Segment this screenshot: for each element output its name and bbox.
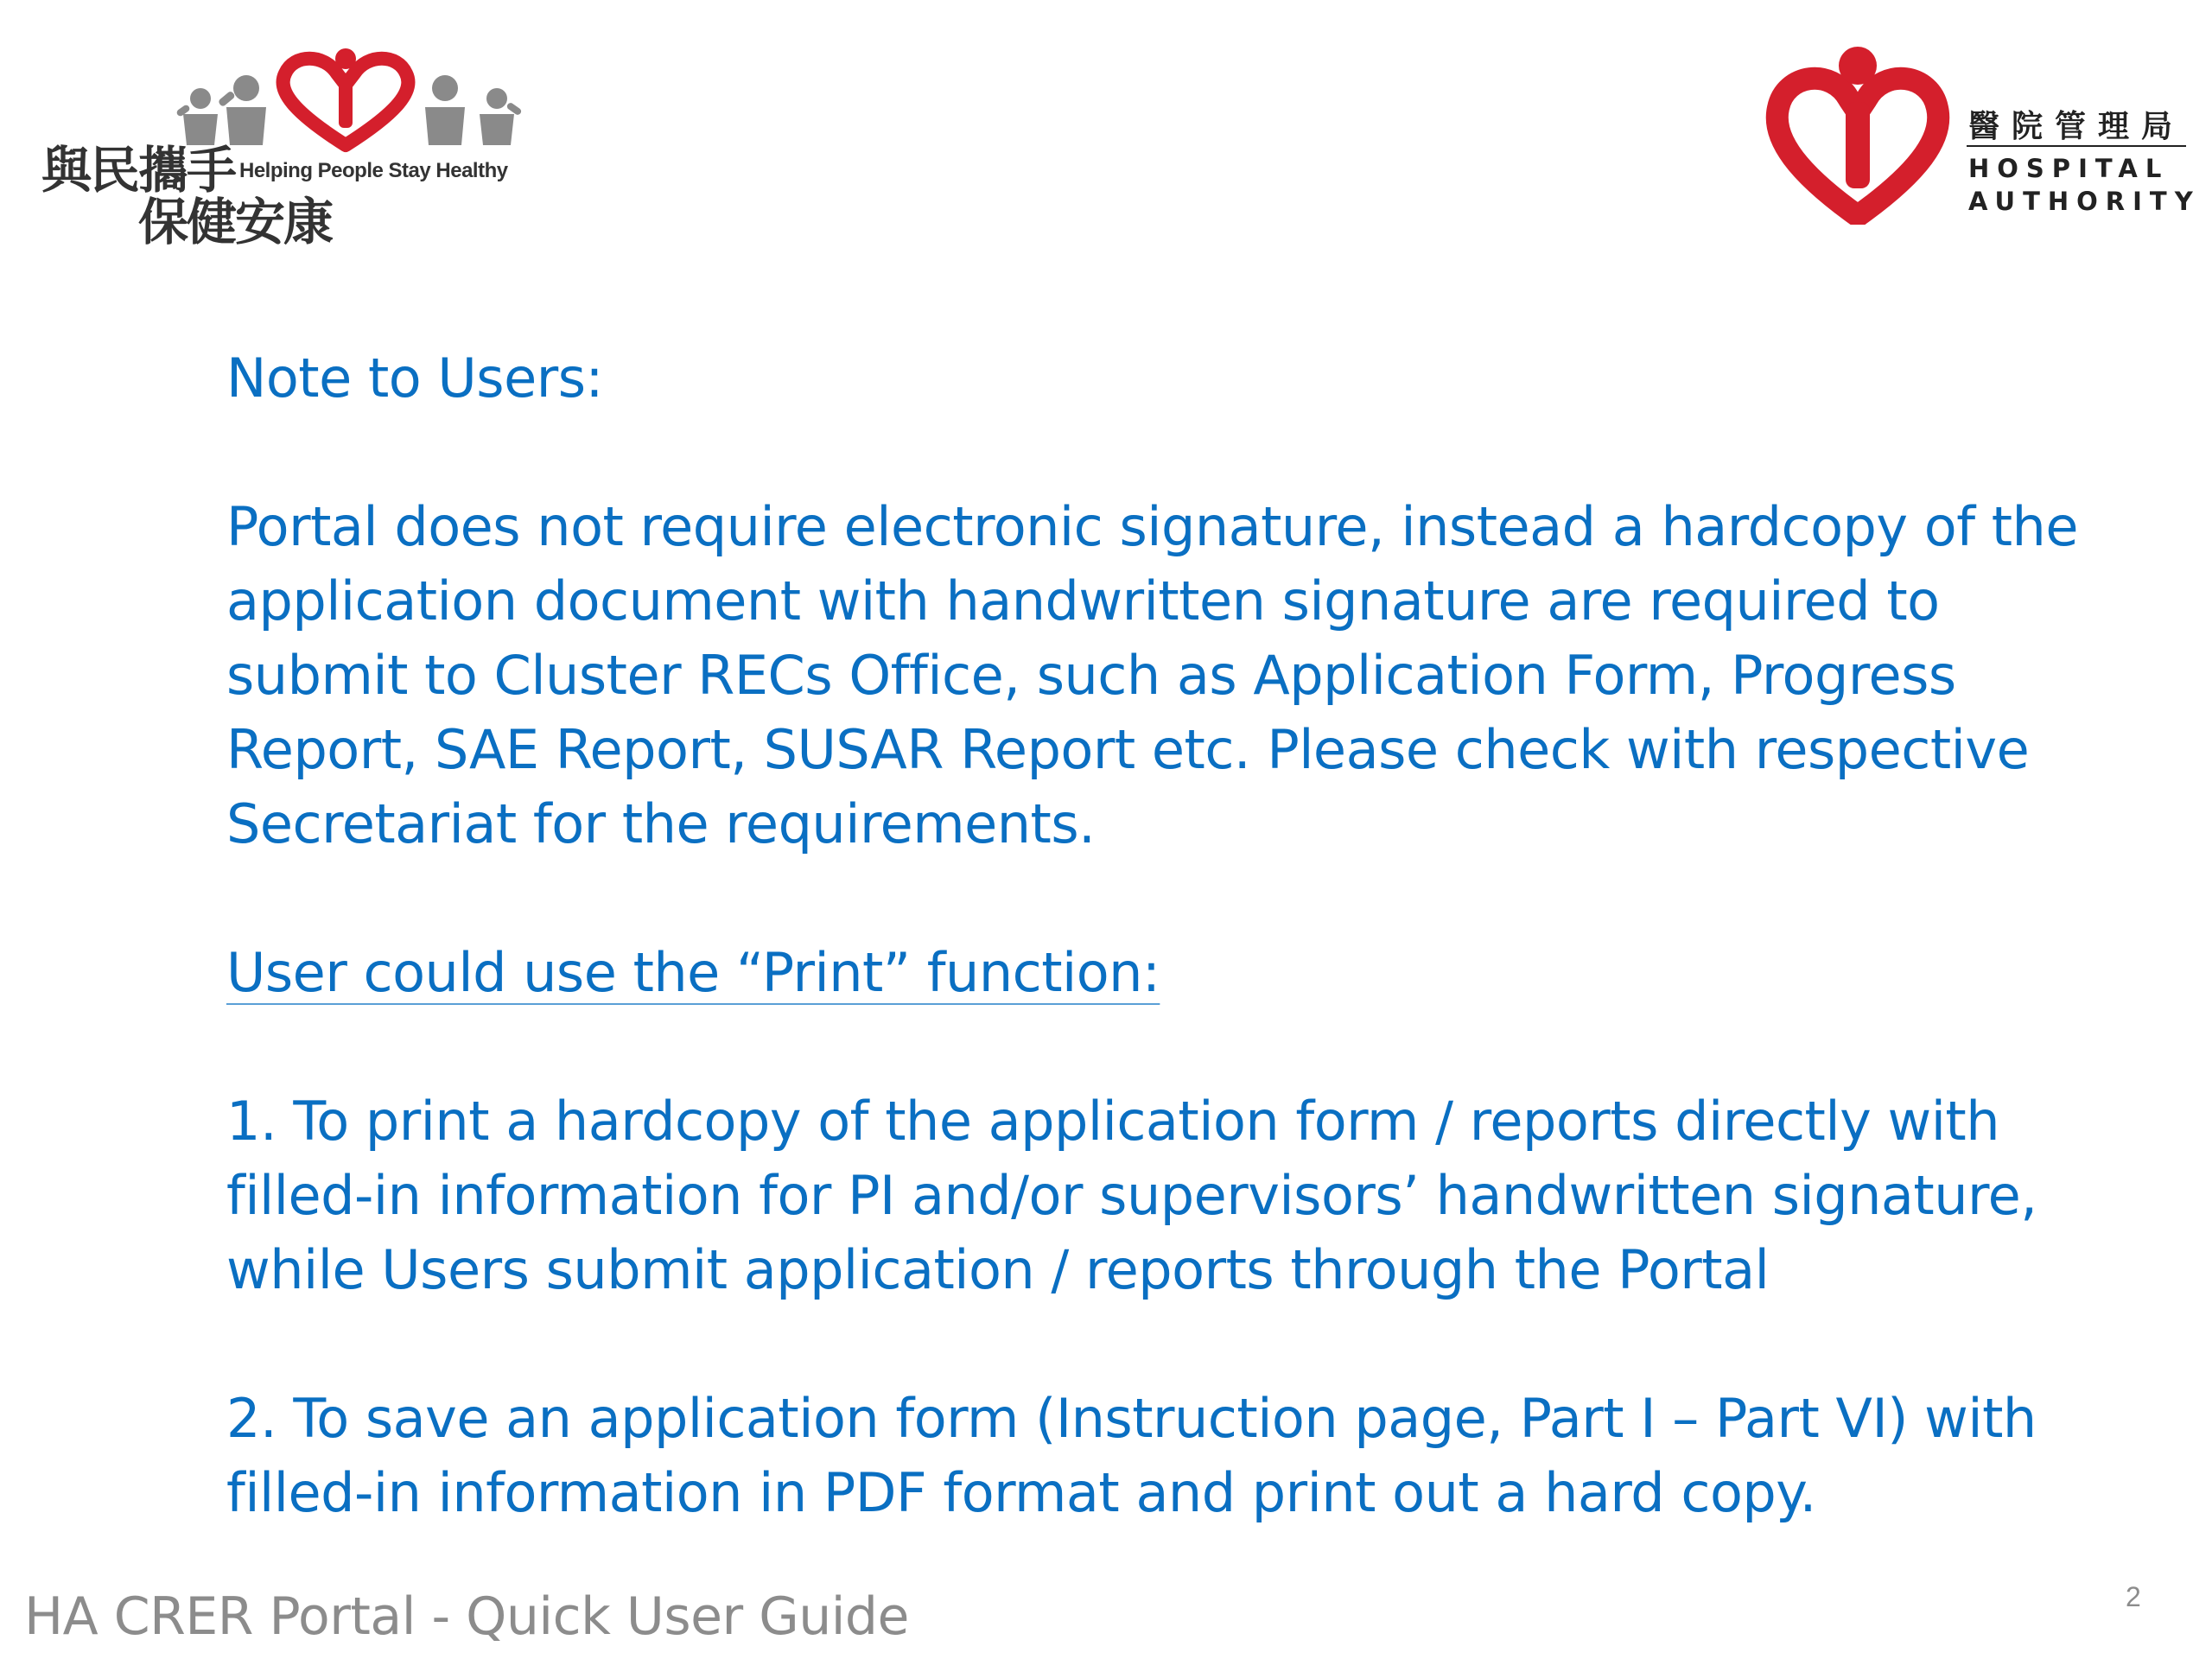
logo-english-line1: HOSPITAL: [1968, 154, 2170, 183]
page-number: 2: [2126, 1581, 2141, 1612]
print-item-2: 2. To save an application form (Instruction page, Part I – Part VI) with filled-in information in PDF format and print out a hard copy.: [226, 1387, 2037, 1524]
logo-english-tagline: Helping People Stay Healthy: [239, 159, 508, 182]
note-heading: Note to Users:: [226, 346, 603, 410]
logo-english-line2: AUTHORITY: [1968, 187, 2201, 216]
note-content: [226, 341, 2093, 1530]
logo-chinese-line2: 保健安康: [138, 193, 333, 251]
print-function-heading: User could use the “Print” function:: [226, 941, 1160, 1004]
print-item-1: 1. To print a hardcopy of the application form / reports directly with filled-in information for PI and/or supervisors’ handwritten signature, while Users submit application / reports through the Portal: [226, 1090, 2037, 1301]
logo-chinese-name: 醫院管理局: [1968, 109, 2185, 144]
logo-divider: [1967, 145, 2186, 147]
spacer: [226, 416, 2093, 490]
helping-people-logo: [35, 43, 518, 251]
spacer: [226, 1307, 2093, 1382]
footer-title: HA CRER Portal - Quick User Guide: [24, 1586, 909, 1647]
ha-heart-logo-icon: [1763, 43, 1953, 225]
hospital-authority-logo: [1763, 43, 2201, 233]
spacer: [226, 861, 2093, 936]
signature-paragraph: Portal does not require electronic signature, instead a hardcopy of the application document with handwritten signature are required to submit to Cluster RECs Office, such as Application Form, Progress Report, SAE Report, SUSAR Report etc. Please check with respective Secretariat for the requirements.: [226, 495, 2078, 855]
spacer: [226, 1010, 2093, 1084]
logo-chinese-line1: 與民攜手: [41, 141, 236, 200]
